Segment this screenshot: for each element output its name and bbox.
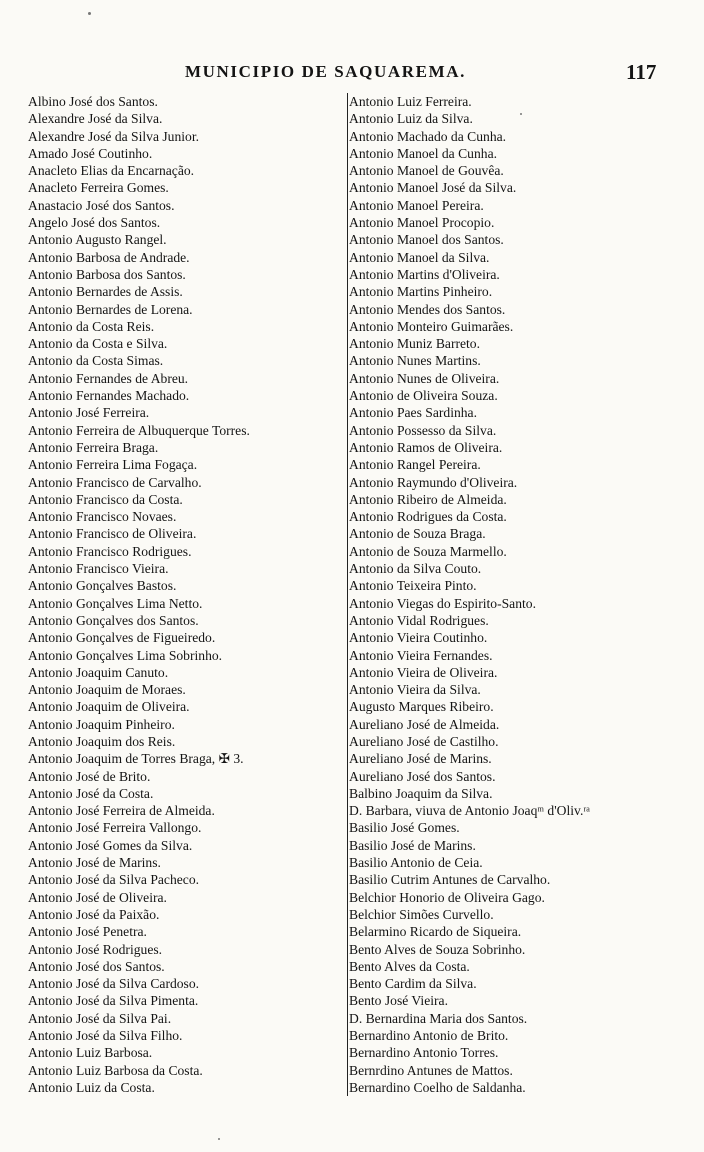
name-entry: Antonio José de Brito.: [28, 768, 151, 784]
name-entry: Antonio Gonçalves dos Santos.: [28, 612, 199, 628]
name-entry: Antonio de Oliveira Souza.: [349, 388, 498, 404]
name-entry: Alexandre José da Silva.: [28, 111, 163, 127]
name-entry: Antonio Luiz da Costa.: [28, 1079, 155, 1095]
name-entry: Albino José dos Santos.: [28, 94, 158, 109]
name-entry: Antonio José da Silva Pimenta.: [28, 993, 199, 1009]
name-entry: Basilio José Gomes.: [349, 820, 460, 836]
name-entry: Bernardino Coelho de Saldanha.: [349, 1079, 526, 1095]
name-entry: Belchior Simões Curvello.: [349, 906, 494, 922]
name-entry: Antonio Francisco Novaes.: [28, 509, 177, 525]
name-entry: Aureliano José de Almeida.: [349, 716, 500, 732]
name-entry: Anacleto Ferreira Gomes.: [28, 180, 169, 196]
name-entry: Antonio José dos Santos.: [28, 958, 165, 974]
page-header: [0, 60, 704, 84]
name-entry: Bernrdino Antunes de Mattos.: [349, 1062, 513, 1078]
name-entry: Belchior Honorio de Oliveira Gago.: [349, 889, 545, 905]
name-entry: Antonio Joaquim Pinheiro.: [28, 716, 175, 732]
name-entry: Antonio Viegas do Espirito-Santo.: [349, 595, 536, 611]
name-entry: Antonio José da Silva Pai.: [28, 1010, 172, 1026]
name-entry: Antonio Francisco de Oliveira.: [28, 526, 197, 542]
name-entry: Antonio Manoel Procopio.: [349, 215, 495, 231]
name-entry: Anacleto Elias da Encarnação.: [28, 163, 195, 179]
name-entry: Antonio Ferreira de Albuquerque Torres.: [28, 422, 250, 438]
name-entry: Antonio Fernandes Machado.: [28, 388, 190, 404]
name-entry: Antonio Vidal Rodrigues.: [349, 612, 489, 628]
right-name-column: [347, 93, 689, 1096]
print-speck: [88, 12, 91, 15]
name-entry: Antonio José Ferreira.: [28, 405, 150, 421]
name-entry: Antonio Nunes de Oliveira.: [349, 370, 500, 386]
name-entry: Antonio Rangel Pereira.: [349, 457, 481, 473]
name-entry: Angelo José dos Santos.: [28, 215, 161, 231]
name-entry: Antonio Manoel Pereira.: [349, 197, 484, 213]
name-entry: Antonio Vieira da Silva.: [349, 682, 481, 698]
name-entry: Antonio José da Costa.: [28, 785, 154, 801]
name-entry: Antonio Ribeiro de Almeida.: [349, 491, 507, 507]
name-entry: Belarmino Ricardo de Siqueira.: [349, 924, 522, 940]
name-entry: Antonio José de Marins.: [28, 855, 161, 871]
name-entry: Antonio Bernardes de Lorena.: [28, 301, 193, 317]
name-entry: Amado José Coutinho.: [28, 145, 153, 161]
name-entry: Basilio Cutrim Antunes de Carvalho.: [349, 872, 551, 888]
print-speck: [218, 1138, 220, 1140]
name-entry: Antonio José da Silva Pacheco.: [28, 872, 200, 888]
name-entry: Antonio Barbosa de Andrade.: [28, 249, 190, 265]
name-entry: Antonio Francisco de Carvalho.: [28, 474, 202, 490]
name-entry: Antonio Gonçalves Bastos.: [28, 578, 177, 594]
name-entry: Antonio Fernandes de Abreu.: [28, 370, 189, 386]
name-entry: Antonio Raymundo d'Oliveira.: [349, 474, 518, 490]
name-entry: Antonio Vieira de Oliveira.: [349, 664, 498, 680]
name-entry: Antonio Monteiro Guimarães.: [349, 318, 514, 334]
name-entry: Antonio Gonçalves Lima Sobrinho.: [28, 647, 223, 663]
name-entry: Antonio Gonçalves de Figueiredo.: [28, 630, 216, 646]
name-entry: Antonio José da Paixão.: [28, 906, 160, 922]
name-entry: Bento José Vieira.: [349, 993, 448, 1009]
name-entry: Basilio José de Marins.: [349, 837, 476, 853]
name-entry: Antonio Joaquim de Oliveira.: [28, 699, 190, 715]
name-entry: D. Bernardina Maria dos Santos.: [349, 1010, 528, 1026]
name-entry: Antonio Mendes dos Santos.: [349, 301, 506, 317]
name-entry: Antonio Muniz Barreto.: [349, 336, 481, 352]
name-entry: Antonio Manoel da Silva.: [349, 249, 490, 265]
name-entry: Antonio Joaquim de Torres Braga, ✠ 3.: [28, 751, 244, 767]
name-entry: Bernardino Antonio Torres.: [349, 1045, 499, 1061]
name-entry: Antonio Manoel de Gouvêa.: [349, 163, 504, 179]
name-entry: Bento Alves da Costa.: [349, 958, 470, 974]
name-entry: Antonio José Gomes da Silva.: [28, 837, 193, 853]
name-entry: Antonio Vieira Fernandes.: [349, 647, 493, 663]
name-entry: Aureliano José de Castilho.: [349, 733, 499, 749]
name-entry: D. Barbara, viuva de Antonio Joaqᵐ d'Oliv.ʳᵃ: [349, 803, 591, 819]
name-entry: Aureliano José dos Santos.: [349, 768, 496, 784]
name-entry: Antonio Ramos de Oliveira.: [349, 439, 503, 455]
name-entry: Antonio Barbosa dos Santos.: [28, 266, 186, 282]
name-entry: Bernardino Antonio de Brito.: [349, 1028, 509, 1044]
name-entry: Antonio Luiz Barbosa.: [28, 1045, 153, 1061]
name-entry: Bento Cardim da Silva.: [349, 976, 477, 992]
name-entry: Balbino Joaquim da Silva.: [349, 785, 493, 801]
name-entry: Antonio Ferreira Lima Fogaça.: [28, 457, 198, 473]
name-entry: Antonio Martins Pinheiro.: [349, 284, 493, 300]
name-entry: Antonio Francisco Vieira.: [28, 561, 169, 577]
name-entry: Antonio Vieira Coutinho.: [349, 630, 488, 646]
name-entry: Antonio Joaquim dos Reis.: [28, 733, 176, 749]
name-entry: Antonio Rodrigues da Costa.: [349, 509, 507, 525]
name-entry: Antonio José Ferreira Vallongo.: [28, 820, 202, 836]
name-entry: Antonio Possesso da Silva.: [349, 422, 497, 438]
name-entry: Antonio Luiz Barbosa da Costa.: [28, 1062, 203, 1078]
name-entry: Antonio Manoel da Cunha.: [349, 145, 497, 161]
name-entry: Antonio Luiz Ferreira.: [349, 94, 472, 109]
name-entry: Antonio de Souza Braga.: [349, 526, 486, 542]
name-entry: Antonio Luiz da Silva.: [349, 111, 473, 127]
name-entry: Antonio Nunes Martins.: [349, 353, 481, 369]
name-entry: Antonio José Rodrigues.: [28, 941, 163, 957]
name-entry: Anastacio José dos Santos.: [28, 197, 175, 213]
name-entry: Antonio José da Silva Filho.: [28, 1028, 183, 1044]
name-entry: Antonio José da Silva Cardoso.: [28, 976, 200, 992]
name-entry: Basilio Antonio de Ceia.: [349, 855, 483, 871]
name-entry: Antonio da Costa e Silva.: [28, 336, 168, 352]
name-entry: Antonio Machado da Cunha.: [349, 128, 507, 144]
name-entry: Antonio da Costa Reis.: [28, 318, 155, 334]
name-entry: Aureliano José de Marins.: [349, 751, 492, 767]
name-entry: Antonio Manoel dos Santos.: [349, 232, 504, 248]
name-entry: Antonio Francisco Rodrigues.: [28, 543, 192, 559]
name-entry: Antonio Gonçalves Lima Netto.: [28, 595, 203, 611]
name-entry: Antonio da Silva Couto.: [349, 561, 482, 577]
print-speck: [520, 113, 522, 115]
name-entry: Antonio Augusto Rangel.: [28, 232, 167, 248]
running-title: MUNICIPIO DE SAQUAREMA.: [185, 62, 466, 81]
name-entry: Antonio Paes Sardinha.: [349, 405, 477, 421]
name-entry: Antonio Teixeira Pinto.: [349, 578, 477, 594]
name-entry: Antonio Martins d'Oliveira.: [349, 266, 500, 282]
name-entry: Antonio da Costa Simas.: [28, 353, 164, 369]
name-entry: Antonio José de Oliveira.: [28, 889, 167, 905]
name-entry: Antonio Manoel José da Silva.: [349, 180, 517, 196]
name-entry: Antonio de Souza Marmello.: [349, 543, 507, 559]
name-entry: Alexandre José da Silva Junior.: [28, 128, 200, 144]
page-number: 117: [626, 60, 657, 84]
name-entry: Augusto Marques Ribeiro.: [349, 699, 494, 715]
name-entry: Antonio Bernardes de Assis.: [28, 284, 183, 300]
name-entry: Antonio José Ferreira de Almeida.: [28, 803, 215, 819]
name-entry: Antonio Ferreira Braga.: [28, 439, 159, 455]
name-entry: Antonio Joaquim de Moraes.: [28, 682, 186, 698]
name-entry: Bento Alves de Souza Sobrinho.: [349, 941, 526, 957]
name-entry: Antonio José Penetra.: [28, 924, 147, 940]
name-entry: Antonio Joaquim Canuto.: [28, 664, 169, 680]
left-name-column: [28, 93, 346, 1096]
name-entry: Antonio Francisco da Costa.: [28, 491, 183, 507]
